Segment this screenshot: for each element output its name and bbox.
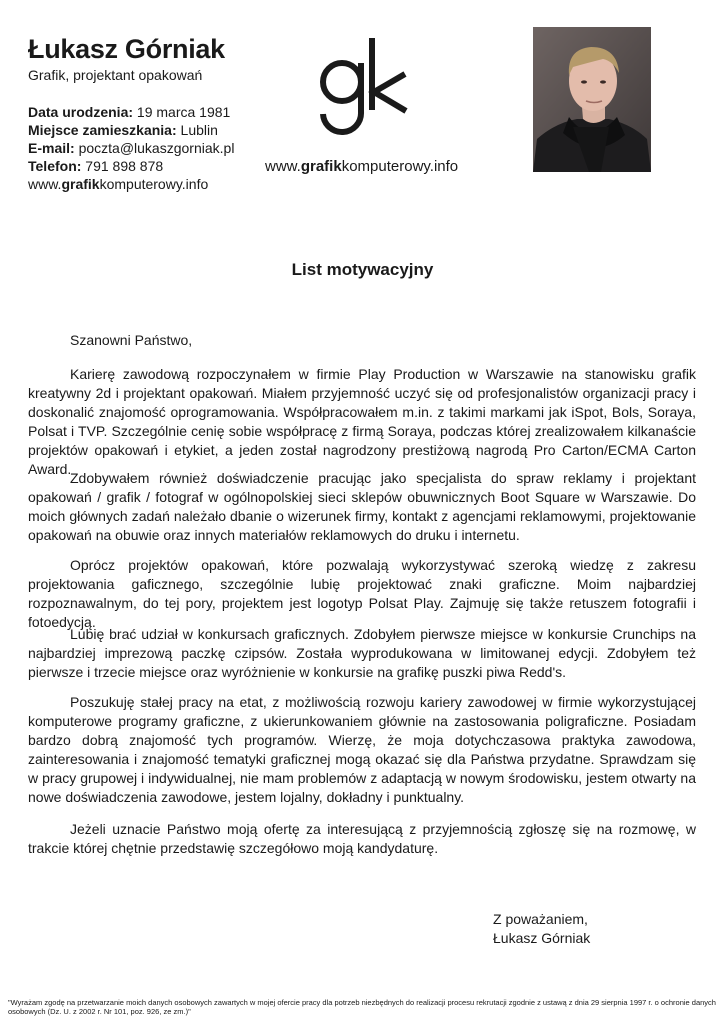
phone-label: Telefon: (28, 158, 82, 174)
center-website-prefix: www. (265, 158, 301, 175)
phone-row (28, 157, 234, 175)
residence-value: Lublin (176, 122, 218, 138)
paragraph-1: Karierę zawodową rozpoczynałem w firmie Play Production w Warszawie na stanowisku grafik kreatywny 2d i projektant opakowań. Miałem przyjemność uczyć się od profesjonalistów organizacji pracy i doskonalić znajomość oprogramowania. Współpracowałem m.in. z takimi markami jak iSpot, Bols, Soraya, Polsat i TVP. Szczególnie cenię sobie współpracę z firmą Soraya, podczas której zrealizowałem kilkanaście projektów opakowań i etykiet, a jeden został nagrodzony prestiżową nagrodą Pro Carton/ECMA Carton Award. (28, 366, 696, 477)
signature-block (493, 910, 590, 948)
letter-greeting: Szanowni Państwo, (70, 332, 193, 348)
profile-photo (533, 27, 651, 172)
email-row (28, 139, 234, 157)
candidate-name: Łukasz Górniak (28, 34, 225, 64)
gk-logo (318, 36, 410, 147)
email-value[interactable]: poczta@lukaszgorniak.pl (74, 140, 235, 156)
phone-value: 791 898 878 (81, 158, 164, 174)
email-label: E-mail: (28, 140, 75, 156)
job-title: Grafik, projektant opakowań (28, 67, 203, 83)
signature-name: Łukasz Górniak (493, 930, 591, 946)
paragraph-3: Oprócz projektów opakowań, które pozwalają wykorzystywać szeroką wiedzę z zakresu projektowania gaficznego, szczególnie lubię projektować znaki graficzne. Moim najbardziej rozpoznawalnym, do tej pory, projektem jest logotyp Polsat Play. Zajmuję się także retuszem fotografii i fotoedycją. (28, 557, 696, 630)
closing-phrase: Z poważaniem, (493, 911, 588, 927)
website-suffix: komputerowy.info (99, 176, 209, 192)
paragraph-5: Poszukuję stałej pracy na etat, z możliwością rozwoju kariery zawodowej w firmie wykorzystującej komputerowe programy graficzne, z ukierunkowaniem głównie na zastosowania poligraficzne. Posiadam bardzo dobrą znajomość tych programów. Wierzę, że moja dotychczasowa praktyka zawodowa, zainteresowania i znajomość tematyki graficznej mogą okazać się dla Państwa przydatne. Sprawdzam się w pracy grupowej i indywidualnej, nie mam problemów z adaptacją w nowym środowisku, jestem otwarty na nowe doświadczenia zawodowe, jestem lojalny, dokładny i punktualny. (28, 694, 696, 805)
center-website-bold: grafik (300, 158, 342, 175)
gk-logo-graphic (318, 36, 410, 142)
letter-title: List motywacyjny (291, 260, 434, 279)
residence-row (28, 121, 234, 139)
center-website-link[interactable] (265, 158, 458, 175)
center-website-suffix: komputerowy.info (341, 158, 459, 175)
residence-label: Miejsce zamieszkania: (28, 122, 177, 138)
website-prefix: www. (28, 176, 62, 192)
paragraph-6: Jeżeli uznacie Państwo moją ofertę za interesującą z przyjemnością zgłoszę się na rozmowę, w trakcie której chętnie przedstawię szczegółowo moją kandydaturę. (28, 821, 696, 856)
portrait-image (533, 27, 651, 172)
birth-date-row (28, 103, 234, 121)
website-bold: grafik (61, 176, 100, 192)
paragraph-2: Zdobywałem również doświadczenie pracując jako specjalista do spraw reklamy i projektant opakowań / grafik / fotograf w ogólnopolskiej sieci sklepów obuwnicznych Boot Square w Warszawie. Do moich głównych zadań należało dbanie o wizerunek firmy, kontakt z agencjami reklamowymi, projektowanie opakowań na obuwie oraz innych materiałów reklamowych do druku i internetu. (28, 470, 696, 543)
birth-date-label: Data urodzenia: (28, 104, 134, 120)
birth-date-value: 19 marca 1981 (133, 104, 231, 120)
data-processing-consent: "Wyrażam zgodę na przetwarzanie moich danych osobowych zawartych w mojej ofercie pracy dla potrzeb niezbędnych do realizacji procesu rekrutacji zgodnie z ustawą z dnia 29 sierpnia 1997 r. o ochronie danych osobowych (Dz. U. z 2002 r. Nr 101, poz. 926, ze zm.)" (8, 998, 716, 1016)
contact-details (28, 103, 234, 193)
paragraph-4: Lubię brać udział w konkursach graficznych. Zdobyłem pierwsze miejsce w konkursie Crunchips na najbardziej imprezową paczkę czipsów. Została wyprodukowana w limitowanej edycji. Zdobyłem też pierwsze i trzecie miejsce oraz wyróżnienie w konkursie na grafikę puszki piwa Redd's. (28, 626, 696, 680)
website-link[interactable] (28, 175, 234, 193)
